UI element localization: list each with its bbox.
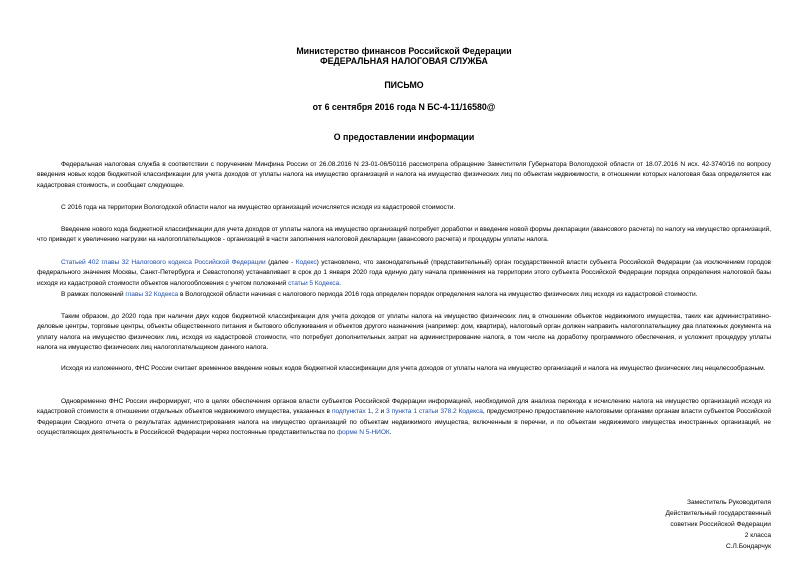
paragraph-4 [37, 258, 771, 289]
paragraph-text: и [378, 408, 387, 416]
paragraph-3: Введение нового кода бюджетной классификации для учета доходов от уплаты налога на имущество организаций потребует доработки и введение новой формы декларации (авансового расчета) по налогу на имущество организаций, что приведет к увеличению нагрузки на налогоплательщиков - организаций в части заполнения налоговой декларации (авансового расчета) и процедуры уплаты налога. [37, 226, 771, 244]
document-date-number: от 6 сентября 2016 года N БС-4-11/16580@ [312, 102, 496, 112]
link-article-402[interactable]: Статьей 402 главы 32 Налогового кодекса Российской Федерации [61, 259, 266, 266]
paragraph-text: , [371, 408, 375, 416]
paragraph-8 [37, 397, 771, 438]
link-chapter-32[interactable]: главы 32 Кодекса [125, 291, 179, 298]
paragraph-text: , предусмотрено предоставление налоговыми органами органам власти субъектов Российской Федерации Сводного отчета о результатах администрирования налога на имущество организаций по объектам недвижимого имущества, включенным в перечни, и по объектам недвижимого имущества иностранных организаций, не осуществляющих деятельность в Российской Федерации через постоянные представительства по [37, 408, 772, 436]
paragraph-2: С 2016 года на территории Вологодской области налог на имущество организаций исчисляется исходя из кадастровой стоимости. [61, 204, 456, 211]
link-form-5-niok[interactable]: форме N 5-НИОК [336, 428, 390, 436]
signer-position: Заместитель Руководителя [687, 499, 771, 506]
signer-name: С.Л.Бондарчук [725, 543, 771, 550]
signer-rank-line-2: советник Российской Федерации [670, 521, 771, 528]
document-subject: О предоставлении информации [333, 132, 475, 142]
ministry-title: Министерство финансов Российской Федерации [296, 46, 512, 56]
link-article-5[interactable]: статьи 5 Кодекса [288, 279, 340, 287]
paragraph-text: в Вологодской области начиная с налогового периода 2016 года определен порядок определения налога на имущество физических лиц исходя из кадастровой стоимости. [178, 291, 698, 298]
link-kodeks[interactable]: Кодекс [295, 259, 317, 266]
link-article-378-2[interactable]: 3 пункта 1 статьи 378.2 Кодекса [386, 408, 483, 416]
link-subparagraph-1[interactable]: подпунктах 1 [331, 408, 372, 416]
paragraph-text: (далее - [265, 259, 296, 266]
paragraph-text: ) установлено, что законодательный (представительный) орган государственной власти субъекта Российской Федерации (за исключением городов федерального значения Москвы, Санкт-Петербурга и Севастополя) устанавливает в срок до 1 января 2020 года единую дату начала применения на территории этого субъекта Российской Федерации порядка определения налоговой базы исходя из кадастровой стоимости объектов налогообложения с учетом положений [37, 259, 771, 287]
paragraph-text: Одновременно ФНС России информирует, что в целях обеспечения органов власти субъектов Российской Федерации информацией, необходимой для анализа перехода к исчислению налога на имущество организаций исходя из кадастровой стоимости в отношении отдельных объектов недвижимого имущества, указанных в [37, 398, 771, 416]
document-type: ПИСЬМО [384, 80, 424, 90]
letter-page [37, 0, 771, 571]
paragraph-text: . [389, 428, 392, 436]
paragraph-5 [37, 290, 771, 300]
paragraph-6: Таким образом, до 2020 года при наличии двух кодов бюджетной классификации для учета доходов от уплаты налога на имущество физических лиц в отношении объектов недвижимого имущества, таких как административно-деловые центры, торговые центры, объекты общественного питания и бытового обслуживания и объектов другого назначения (например: дом, квартира), налоговый орган должен направить налогоплательщику два платежных документа на уплату налога на имущество физических лиц, исходя из кадастровой стоимости, что потребует дополнительных затрат на администрирование налога, в том числе на доработку программного обеспечения, и усложнит процедуру уплаты налога на имущество физических лиц налогоплательщиком данного налога. [37, 313, 771, 351]
link-subparagraph-2[interactable]: 2 [374, 408, 379, 416]
paragraph-text: . [339, 279, 341, 287]
paragraph-1: Федеральная налоговая служба в соответствии с поручением Минфина России от 26.08.2016 N 23-01-06/50116 рассмотрела обращение Заместителя Губернатора Вологодской области от 18.07.2016 N исх. 42-3740/16 по вопросу введения новых кодов бюджетной классификации для учета доходов от уплаты налога на имущество организаций и налога на имущество физических лиц по объектам недвижимости, в отношении которых налоговая база определяется как кадастровая стоимость, и сообщает следующее. [37, 161, 771, 189]
paragraph-text: В рамках положений [61, 291, 126, 298]
service-title: ФЕДЕРАЛЬНАЯ НАЛОГОВАЯ СЛУЖБА [320, 56, 488, 66]
signer-rank-line-1: Действительный государственный [665, 510, 771, 517]
paragraph-7: Исходя из изложенного, ФНС России считает временное введение новых кодов бюджетной классификации для учета доходов от уплаты налога на имущество организаций и налога на имущество физических лиц нецелесообразным. [61, 365, 766, 372]
signer-class: 2 класса [744, 532, 771, 539]
signature-block [571, 497, 771, 552]
